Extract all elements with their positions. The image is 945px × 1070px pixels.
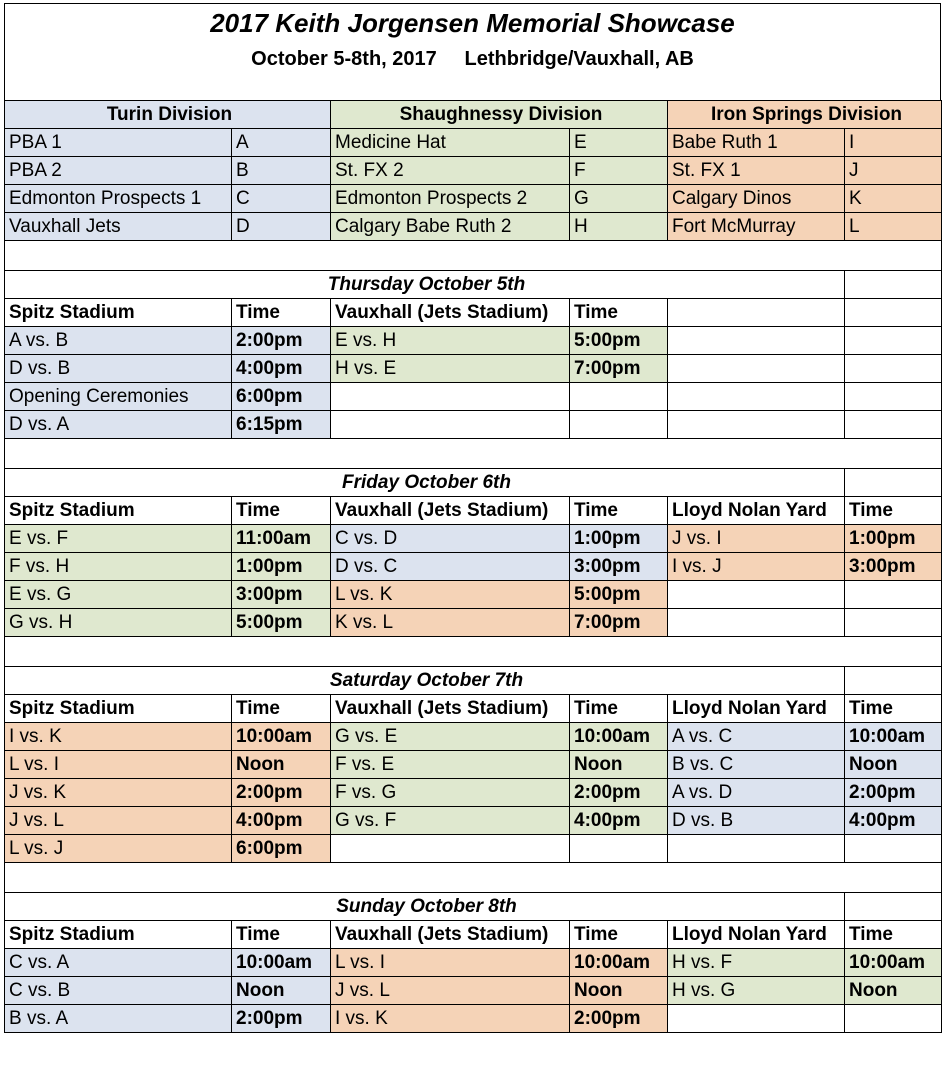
team-name: St. FX 1: [668, 157, 845, 185]
team-code: G: [570, 185, 668, 213]
game-row: [5, 411, 942, 439]
game-row: [5, 723, 942, 751]
empty-cell: [331, 383, 570, 411]
time-header: Time: [845, 497, 942, 525]
empty-cell: [845, 411, 942, 439]
day-title-row: [5, 469, 942, 497]
time-header: Time: [232, 695, 331, 723]
game-time: 6:00pm: [232, 383, 331, 411]
empty-cell: [845, 667, 942, 695]
game-time: Noon: [845, 977, 942, 1005]
game-matchup: L vs. I: [331, 949, 570, 977]
game-row: [5, 581, 942, 609]
team-row: [5, 213, 942, 241]
day-title-row: [5, 667, 942, 695]
game-matchup: D vs. C: [331, 553, 570, 581]
team-code: I: [845, 129, 942, 157]
team-code: A: [232, 129, 331, 157]
division-name: Turin Division: [5, 101, 331, 129]
page-subtitle: October 5-8th, 2017 Lethbridge/Vauxhall, AB: [251, 48, 694, 70]
game-time: 10:00am: [570, 723, 668, 751]
team-code: J: [845, 157, 942, 185]
game-time: Noon: [232, 751, 331, 779]
game-matchup: L vs. K: [331, 581, 570, 609]
schedule-grid: [4, 100, 942, 1033]
division-name: Shaughnessy Division: [331, 101, 668, 129]
game-time: 7:00pm: [570, 355, 668, 383]
spacer-row: [5, 863, 942, 893]
game-matchup: G vs. E: [331, 723, 570, 751]
game-time: Noon: [232, 977, 331, 1005]
game-matchup: J vs. K: [5, 779, 232, 807]
game-row: [5, 1005, 942, 1033]
game-row: [5, 977, 942, 1005]
game-time: 3:00pm: [570, 553, 668, 581]
venue-header: Vauxhall (Jets Stadium): [331, 299, 570, 327]
team-name: Medicine Hat: [331, 129, 570, 157]
team-name: PBA 1: [5, 129, 232, 157]
game-matchup: J vs. L: [5, 807, 232, 835]
empty-cell: [668, 411, 845, 439]
time-header: [845, 299, 942, 327]
game-row: [5, 751, 942, 779]
game-time: Noon: [845, 751, 942, 779]
empty-cell: [668, 355, 845, 383]
time-header: Time: [232, 921, 331, 949]
title-block: [4, 3, 941, 100]
game-matchup: A vs. D: [668, 779, 845, 807]
team-code: C: [232, 185, 331, 213]
game-row: [5, 355, 942, 383]
empty-cell: [331, 411, 570, 439]
time-header: Time: [232, 299, 331, 327]
game-matchup: D vs. A: [5, 411, 232, 439]
spacer-cell: [5, 241, 942, 271]
game-matchup: B vs. A: [5, 1005, 232, 1033]
time-header: Time: [570, 497, 668, 525]
game-matchup: H vs. E: [331, 355, 570, 383]
time-header: Time: [845, 921, 942, 949]
game-matchup: L vs. J: [5, 835, 232, 863]
game-time: 4:00pm: [570, 807, 668, 835]
game-matchup: A vs. B: [5, 327, 232, 355]
team-code: E: [570, 129, 668, 157]
game-matchup: D vs. B: [5, 355, 232, 383]
day-title-row: [5, 271, 942, 299]
game-time: Noon: [570, 977, 668, 1005]
game-matchup: E vs. H: [331, 327, 570, 355]
game-time: 10:00am: [845, 723, 942, 751]
empty-cell: [845, 1005, 942, 1033]
venue-header: Vauxhall (Jets Stadium): [331, 497, 570, 525]
game-matchup: F vs. E: [331, 751, 570, 779]
game-matchup: I vs. J: [668, 553, 845, 581]
game-time: 2:00pm: [232, 327, 331, 355]
game-row: [5, 835, 942, 863]
empty-cell: [668, 383, 845, 411]
game-matchup: K vs. L: [331, 609, 570, 637]
game-row: [5, 383, 942, 411]
empty-cell: [845, 327, 942, 355]
empty-cell: [570, 835, 668, 863]
game-time: 6:15pm: [232, 411, 331, 439]
game-row: [5, 807, 942, 835]
game-matchup: E vs. F: [5, 525, 232, 553]
venue-header-row: [5, 497, 942, 525]
venue-header-row: [5, 695, 942, 723]
venue-header: Spitz Stadium: [5, 921, 232, 949]
game-matchup: Opening Ceremonies: [5, 383, 232, 411]
game-time: Noon: [570, 751, 668, 779]
game-matchup: D vs. B: [668, 807, 845, 835]
team-name: Calgary Babe Ruth 2: [331, 213, 570, 241]
team-name: Edmonton Prospects 1: [5, 185, 232, 213]
game-matchup: B vs. C: [668, 751, 845, 779]
venue-header: Spitz Stadium: [5, 497, 232, 525]
empty-cell: [845, 469, 942, 497]
game-time: 4:00pm: [845, 807, 942, 835]
team-name: Vauxhall Jets: [5, 213, 232, 241]
team-row: [5, 157, 942, 185]
empty-cell: [845, 609, 942, 637]
empty-cell: [570, 411, 668, 439]
venue-header: Spitz Stadium: [5, 299, 232, 327]
day-title-row: [5, 893, 942, 921]
empty-cell: [668, 1005, 845, 1033]
empty-cell: [845, 893, 942, 921]
game-row: [5, 525, 942, 553]
team-name: Calgary Dinos: [668, 185, 845, 213]
spacer-row: [5, 637, 942, 667]
game-time: 5:00pm: [232, 609, 331, 637]
empty-cell: [668, 581, 845, 609]
game-matchup: H vs. F: [668, 949, 845, 977]
game-time: 1:00pm: [232, 553, 331, 581]
game-matchup: H vs. G: [668, 977, 845, 1005]
game-time: 6:00pm: [232, 835, 331, 863]
team-name: Fort McMurray: [668, 213, 845, 241]
empty-cell: [845, 271, 942, 299]
game-matchup: C vs. B: [5, 977, 232, 1005]
game-time: 1:00pm: [845, 525, 942, 553]
day-title: Friday October 6th: [5, 469, 845, 497]
game-time: 1:00pm: [570, 525, 668, 553]
empty-cell: [668, 835, 845, 863]
game-matchup: C vs. D: [331, 525, 570, 553]
time-header: Time: [845, 695, 942, 723]
venue-header: Lloyd Nolan Yard: [668, 695, 845, 723]
division-name: Iron Springs Division: [668, 101, 942, 129]
game-matchup: E vs. G: [5, 581, 232, 609]
team-code: D: [232, 213, 331, 241]
game-row: [5, 949, 942, 977]
game-row: [5, 779, 942, 807]
team-row: [5, 129, 942, 157]
game-matchup: J vs. I: [668, 525, 845, 553]
game-row: [5, 553, 942, 581]
venue-header-row: [5, 921, 942, 949]
game-matchup: I vs. K: [5, 723, 232, 751]
empty-cell: [331, 835, 570, 863]
empty-cell: [668, 609, 845, 637]
team-code: B: [232, 157, 331, 185]
game-time: 3:00pm: [232, 581, 331, 609]
empty-cell: [668, 327, 845, 355]
venue-header: Lloyd Nolan Yard: [668, 497, 845, 525]
venue-header: Spitz Stadium: [5, 695, 232, 723]
game-time: 10:00am: [232, 723, 331, 751]
game-matchup: F vs. H: [5, 553, 232, 581]
venue-header: [668, 299, 845, 327]
day-title: Saturday October 7th: [5, 667, 845, 695]
game-time: 2:00pm: [232, 1005, 331, 1033]
venue-header-row: [5, 299, 942, 327]
game-time: 10:00am: [232, 949, 331, 977]
game-matchup: J vs. L: [331, 977, 570, 1005]
team-code: F: [570, 157, 668, 185]
game-matchup: C vs. A: [5, 949, 232, 977]
empty-cell: [570, 383, 668, 411]
game-matchup: G vs. F: [331, 807, 570, 835]
game-matchup: A vs. C: [668, 723, 845, 751]
game-time: 2:00pm: [570, 779, 668, 807]
game-time: 3:00pm: [845, 553, 942, 581]
spacer-row: [5, 241, 942, 271]
team-code: L: [845, 213, 942, 241]
time-header: Time: [570, 695, 668, 723]
day-title: Thursday October 5th: [5, 271, 845, 299]
game-row: [5, 327, 942, 355]
game-time: 10:00am: [570, 949, 668, 977]
venue-header: Vauxhall (Jets Stadium): [331, 695, 570, 723]
game-row: [5, 609, 942, 637]
spacer-cell: [5, 637, 942, 667]
venue-header: Lloyd Nolan Yard: [668, 921, 845, 949]
game-time: 7:00pm: [570, 609, 668, 637]
time-header: Time: [232, 497, 331, 525]
empty-cell: [845, 355, 942, 383]
spacer-cell: [5, 863, 942, 893]
game-time: 2:00pm: [570, 1005, 668, 1033]
game-time: 4:00pm: [232, 355, 331, 383]
day-title: Sunday October 8th: [5, 893, 845, 921]
game-matchup: G vs. H: [5, 609, 232, 637]
team-name: PBA 2: [5, 157, 232, 185]
game-matchup: I vs. K: [331, 1005, 570, 1033]
venue-header: Vauxhall (Jets Stadium): [331, 921, 570, 949]
page-title: 2017 Keith Jorgensen Memorial Showcase: [210, 8, 735, 38]
game-matchup: F vs. G: [331, 779, 570, 807]
team-name: St. FX 2: [331, 157, 570, 185]
empty-cell: [845, 581, 942, 609]
spacer-cell: [5, 439, 942, 469]
game-time: 11:00am: [232, 525, 331, 553]
game-time: 4:00pm: [232, 807, 331, 835]
spacer-row: [5, 439, 942, 469]
game-time: 5:00pm: [570, 327, 668, 355]
division-header-row: [5, 101, 942, 129]
team-code: K: [845, 185, 942, 213]
time-header: Time: [570, 299, 668, 327]
empty-cell: [845, 835, 942, 863]
game-time: 5:00pm: [570, 581, 668, 609]
time-header: Time: [570, 921, 668, 949]
game-time: 2:00pm: [232, 779, 331, 807]
team-name: Babe Ruth 1: [668, 129, 845, 157]
game-time: 10:00am: [845, 949, 942, 977]
game-time: 2:00pm: [845, 779, 942, 807]
team-code: H: [570, 213, 668, 241]
team-name: Edmonton Prospects 2: [331, 185, 570, 213]
team-row: [5, 185, 942, 213]
empty-cell: [845, 383, 942, 411]
game-matchup: L vs. I: [5, 751, 232, 779]
